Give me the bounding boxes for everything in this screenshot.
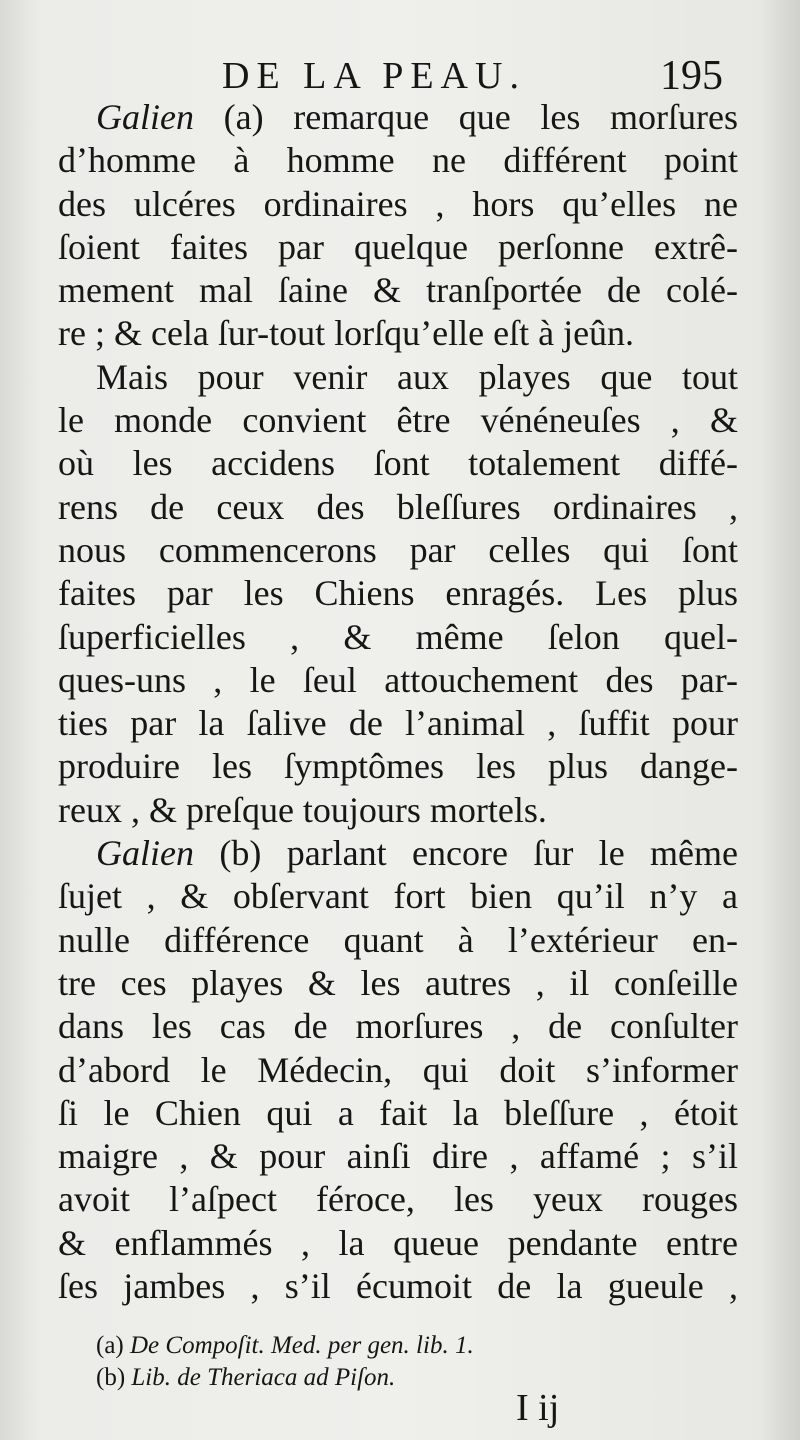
text-line: d’homme à homme ne différent point — [58, 140, 738, 181]
footnotes — [96, 1330, 696, 1394]
text-line: maigre , & pour ainſi dire , affamé ; s’il — [58, 1136, 738, 1177]
page-header — [0, 48, 800, 98]
text-line: Galien (a) remarque que les morſures — [96, 97, 738, 137]
text-line: le monde convient être vénéneuſes , & — [58, 400, 738, 441]
author-name: Galien — [96, 97, 194, 137]
text-line: & enflammés , la queue pendante entre — [58, 1222, 738, 1263]
text-line: ſujet , & obſervant fort bien qu’il n’y a — [58, 876, 738, 917]
text-line: reux , & preſque toujours mortels. — [58, 789, 547, 830]
text-line: re ; & cela ſur-tout lorſqu’elle eſt à jeûn. — [58, 313, 635, 354]
running-title: DE LA PEAU. — [222, 55, 526, 97]
text-line: mement mal ſaine & tranſportée de colé- — [58, 270, 738, 311]
footnote-a — [96, 1330, 696, 1362]
footnote-mark: (b) — [96, 1364, 126, 1391]
footnote-source: De Compoſit. Med. per gen. lib. 1. — [130, 1332, 474, 1359]
footnote-source: Lib. de Theriaca ad Piſon. — [131, 1364, 396, 1391]
text-line: des ulcéres ordinaires , hors qu’elles ne — [58, 183, 738, 224]
author-name: Galien — [96, 833, 194, 874]
text-line: ties par la ſalive de l’animal , ſuffit pour — [58, 703, 738, 744]
text-line: ſes jambes , s’il écumoit de la gueule , — [58, 1266, 738, 1307]
page-number: 195 — [660, 53, 723, 99]
text-line: dans les cas de morſures , de conſulter — [58, 1006, 738, 1047]
footnote-mark: (a) — [96, 1332, 124, 1359]
text-line: d’abord le Médecin, qui doit s’informer — [58, 1049, 738, 1090]
body-text — [58, 96, 738, 1308]
text-line: tre ces playes & les autres , il conſeille — [58, 962, 738, 1003]
text-line: ſuperficielles , & même ſelon quel- — [58, 616, 738, 657]
text-line: Mais pour venir aux playes que tout — [96, 356, 738, 397]
text-line: nulle différence quant à l’extérieur en- — [58, 919, 738, 960]
text-line: Galien (b) parlant encore ſur le même — [96, 833, 738, 874]
text-line: avoit l’aſpect féroce, les yeux rouges — [58, 1179, 738, 1220]
text-line: rens de ceux des bleſſures ordinaires , — [58, 486, 738, 527]
signature-mark: I ij — [516, 1387, 560, 1429]
text-line: ſi le Chien qui a fait la bleſſure , étoit — [58, 1092, 738, 1133]
text-line: nous commencerons par celles qui ſont — [58, 529, 738, 570]
footnote-b — [96, 1362, 696, 1394]
text-line: ques-uns , le ſeul attouchement des par- — [58, 659, 738, 700]
text-line: faites par les Chiens enragés. Les plus — [58, 573, 738, 614]
text-line: produire les ſymptômes les plus dange- — [58, 746, 738, 787]
text-line: où les accidens ſont totalement diffé- — [58, 443, 738, 484]
text-line: ſoient faites par quelque perſonne extrê- — [58, 226, 738, 267]
